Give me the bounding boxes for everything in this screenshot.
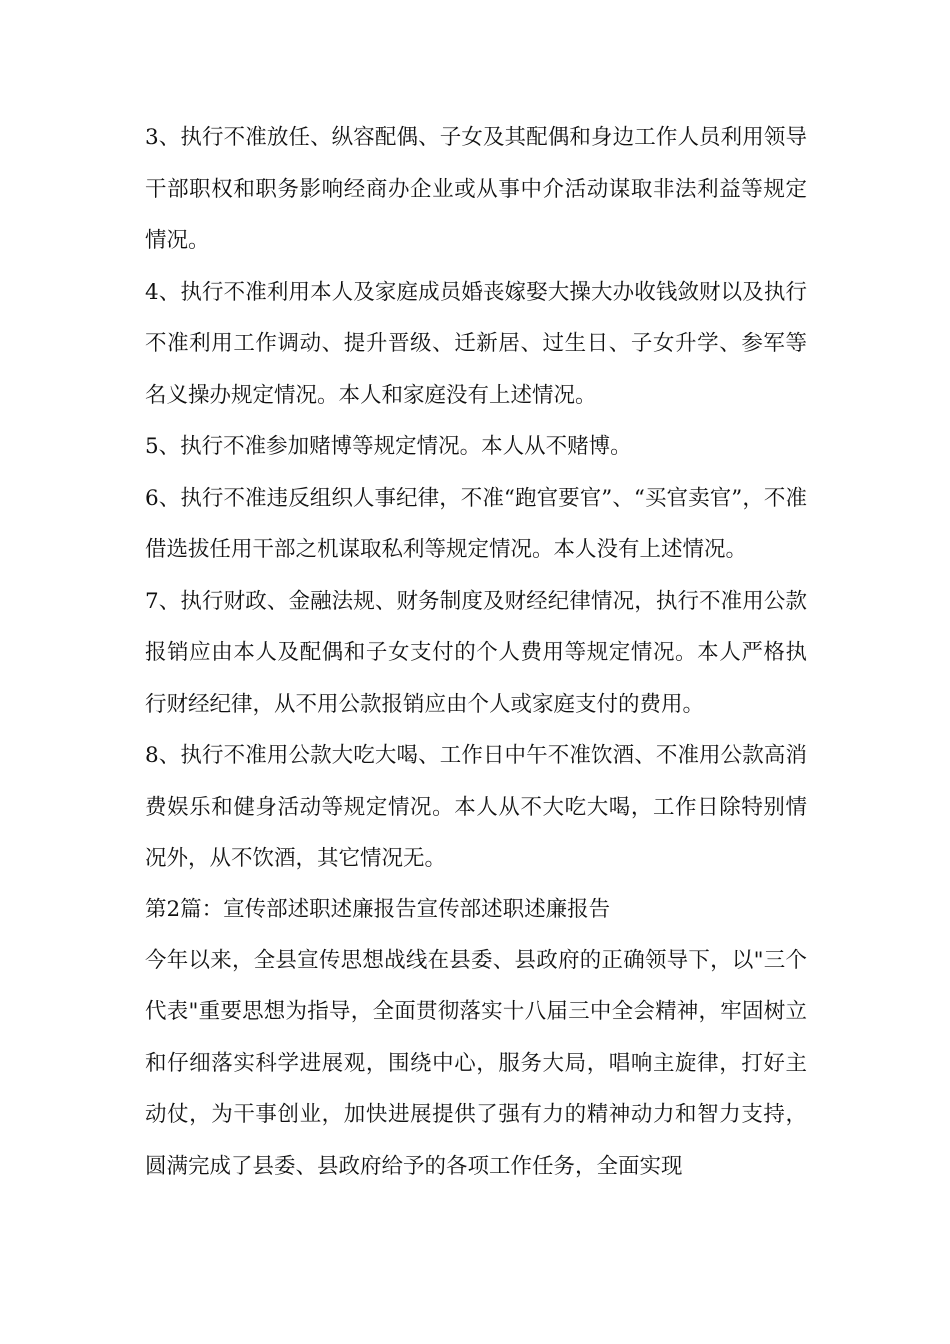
- paragraph-item-8: 8、执行不准用公款大吃大喝、工作日中午不准饮酒、不准用公款高消费娱乐和健身活动等规定情况。本人从不大吃大喝，工作日除特别情况外，从不饮酒，其它情况无。: [145, 743, 807, 871]
- paragraph-item-3: 3、执行不准放任、纵容配偶、子女及其配偶和身边工作人员利用领导干部职权和职务影响经商办企业或从事中介活动谋取非法利益等规定情况。: [145, 125, 807, 253]
- paragraph-item-7: 7、执行财政、金融法规、财务制度及财经纪律情况，执行不准用公款报销应由本人及配偶和子女支付的个人费用等规定情况。本人严格执行财经纪律，从不用公款报销应由个人或家庭支付的费用。: [145, 588, 807, 717]
- section-intro-paragraph: 今年以来，全县宣传思想战线在县委、县政府的正确领导下，以"三个代表"重要思想为指导，全面贯彻落实十八届三中全会精神，牢固树立和仔细落实科学进展观，围绕中心，服务大局，唱响主旋律，打好主动仗，为干事创业，加快进展提供了强有力的精神动力和智力支持，圆满完成了县委、县政府给予的各项工作任务，全面实现: [145, 947, 807, 1179]
- paragraph-item-4: 4、执行不准利用本人及家庭成员婚丧嫁娶大操大办收钱敛财以及执行不准利用工作调动、提升晋级、迁新居、过生日、子女升学、参军等名义操办规定情况。本人和家庭没有上述情况。: [145, 279, 807, 408]
- document-body: [145, 112, 807, 1192]
- paragraph-item-6: 6、执行不准违反组织人事纪律，不准“跑官要官”、“买官卖官”，不准借选拔任用干部之机谋取私利等规定情况。本人没有上述情况。: [145, 485, 807, 562]
- section-heading: 第2篇：宣传部述职述廉报告宣传部述职述廉报告: [145, 896, 611, 922]
- paragraph-item-5: 5、执行不准参加赌博等规定情况。本人从不赌博。: [145, 434, 632, 459]
